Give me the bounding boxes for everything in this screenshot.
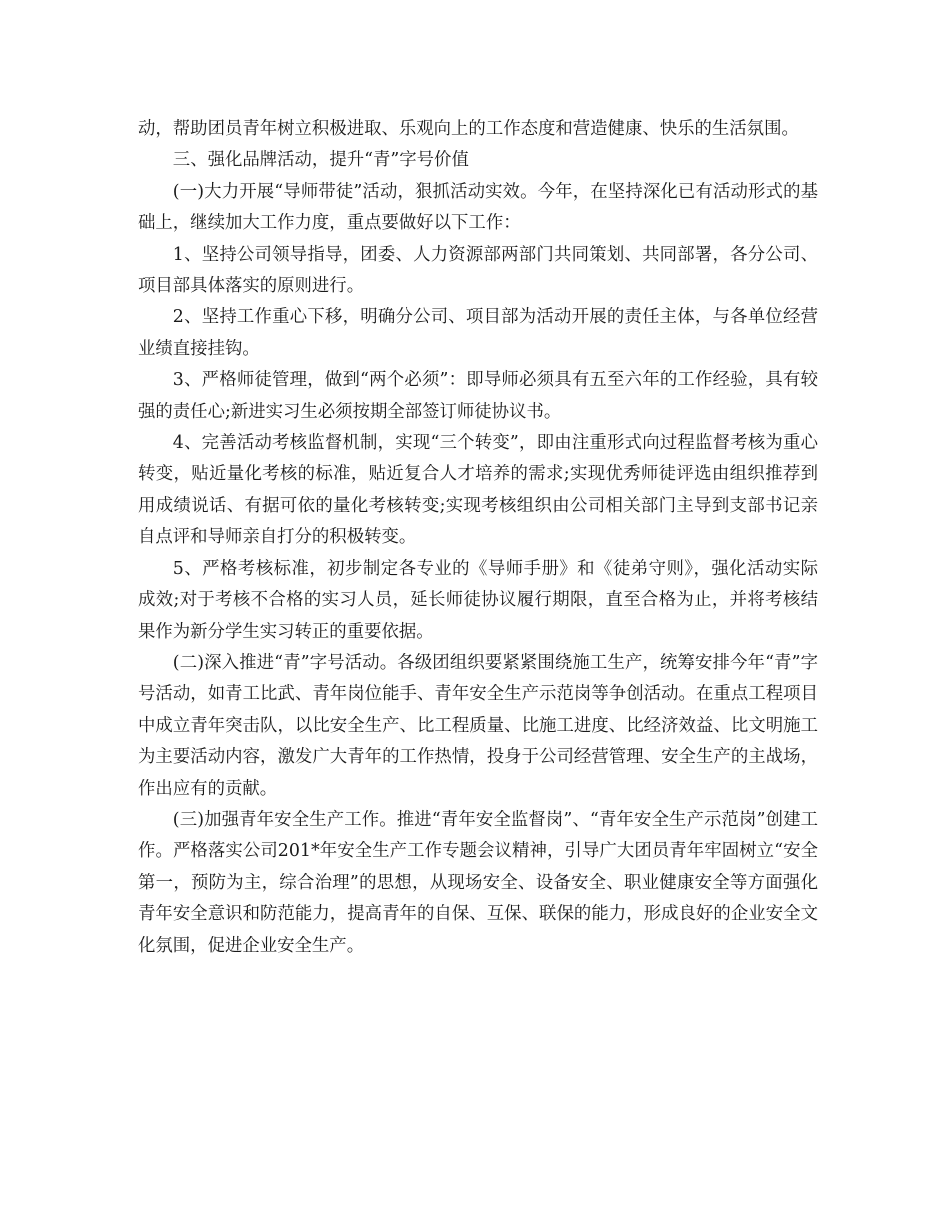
list-item-5: 5、严格考核标准，初步制定各专业的《导师手册》和《徒弟守则》，强化活动实际成效;对于考核不合格的实习人员，延长师徒协议履行期限，直至合格为止，并将考核结果作为新分学生实习转正的重要依据。 bbox=[138, 558, 818, 642]
paragraph-mentor-activity: (一)大力开展“导师带徒”活动，狠抓活动实效。今年，在坚持深化已有活动形式的基础上，继续加大工作力度，重点要做好以下工作： bbox=[138, 181, 818, 234]
section-heading: 三、强化品牌活动，提升“青”字号价值 bbox=[172, 150, 469, 171]
paragraph-continuation: 动，帮助团员青年树立积极进取、乐观向上的工作态度和营造健康、快乐的生活氛围。 bbox=[138, 119, 799, 139]
paragraph-youth-safety: (三)加强青年安全生产工作。推进“青年安全监督岗”、“青年安全生产示范岗”创建工作。严格落实公司201*年安全生产工作专题会议精神，引导广大团员青年牢固树立“安全第一，预防为主，综合治理”的思想，从现场安全、设备安全、职业健康安全等方面强化青年安全意识和防范能力，提高青年的自保、互保、联保的能力，形成良好的企业安全文化氛围，促进企业安全生产。 bbox=[138, 809, 818, 956]
list-item-1: 1、坚持公司领导指导，团委、人力资源部两部门共同策划、共同部署，各分公司、项目部具体落实的原则进行。 bbox=[138, 244, 818, 297]
paragraph-youth-activity: (二)深入推进“青”字号活动。各级团组织要紧紧围绕施工生产，统筹安排今年“青”字号活动，如青工比武、青年岗位能手、青年安全生产示范岗等争创活动。在重点工程项目中成立青年突击队，以比安全生产、比工程质量、比施工进度、比经济效益、比文明施工为主要活动内容，激发广大青年的工作热情，投身于公司经营管理、安全生产的主战场，作出应有的贡献。 bbox=[138, 652, 818, 799]
document-body bbox=[138, 114, 818, 962]
list-item-3: 3、严格师徒管理，做到“两个必须”：即导师必须具有五至六年的工作经验，具有较强的责任心;新进实习生必须按期全部签订师徒协议书。 bbox=[138, 370, 818, 422]
list-item-4: 4、完善活动考核监督机制，实现“三个转变”，即由注重形式向过程监督考核为重心转变，贴近量化考核的标准，贴近复合人才培养的需求;实现优秀师徒评选由组织推荐到用成绩说话、有据可依的量化考核转变;实现考核组织由公司相关部门主导到支部书记亲自点评和导师亲自打分的积极转变。 bbox=[138, 433, 818, 548]
list-item-2: 2、坚持工作重心下移，明确分公司、项目部为活动开展的责任主体，与各单位经营业绩直接挂钩。 bbox=[138, 307, 818, 359]
